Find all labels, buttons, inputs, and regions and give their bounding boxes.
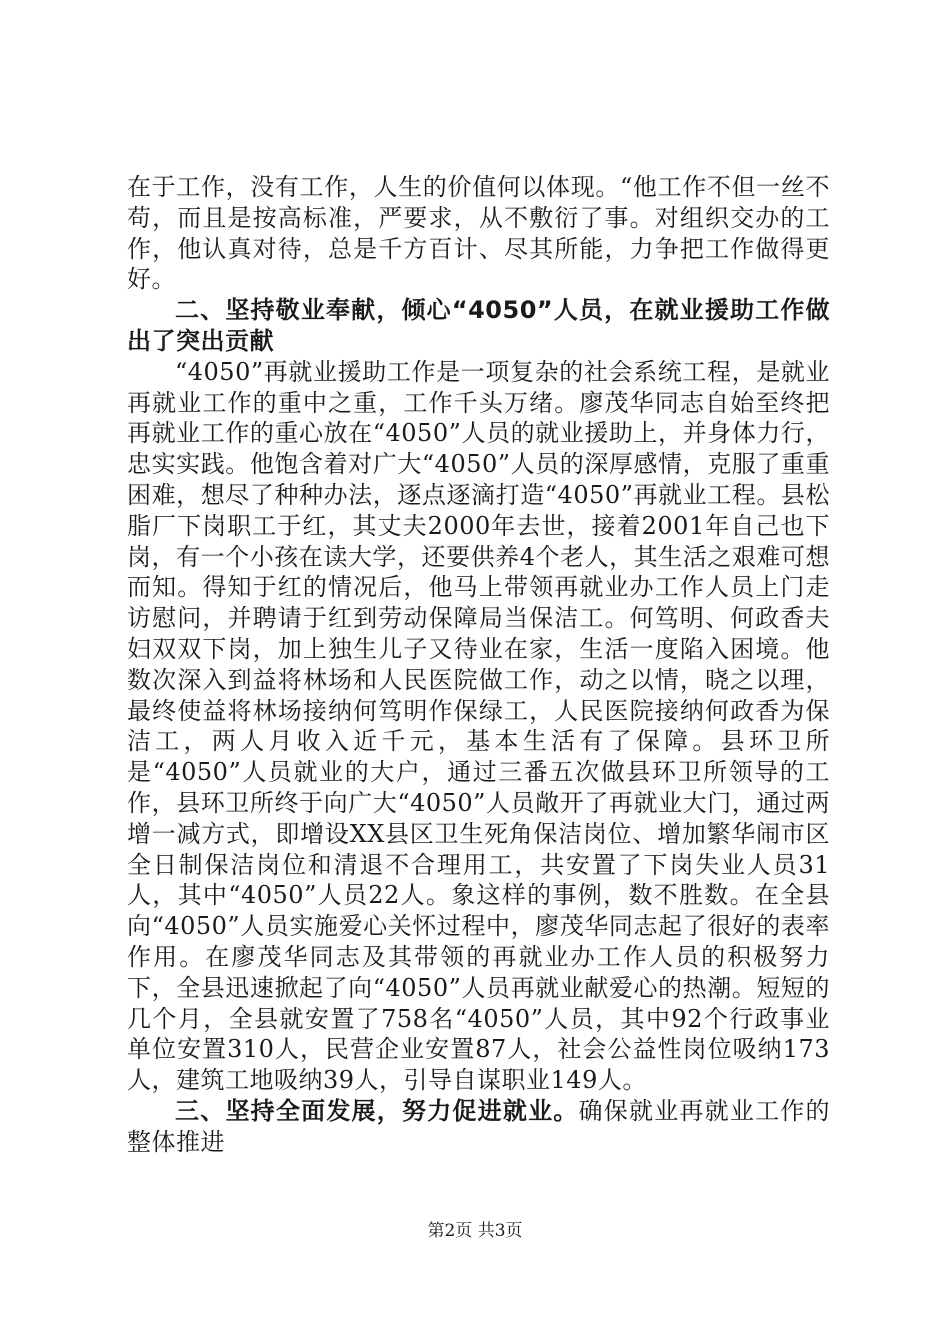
- paragraph-section-3: [127, 1096, 830, 1158]
- paragraph-section-2: “4050”再就业援助工作是一项复杂的社会系统工程，是就业再就业工作的重中之重，工作千头万绪。廖茂华同志自始至终把再就业工作的重心放在“4050”人员的就业援助上，并身体力行，忠实实践。他饱含着对广大“4050”人员的深厚感情，克服了重重困难，想尽了种种办法，逐点逐滴打造“4050”再就业工程。县松脂厂下岗职工于红，其丈夫2000年去世，接着2001年自己也下岗，有一个小孩在读大学，还要供养4个老人，其生活之艰难可想而知。得知于红的情况后，他马上带领再就业办工作人员上门走访慰问，并聘请于红到劳动保障局当保洁工。何笃明、何政香夫妇双双下岗，加上独生儿子又待业在家，生活一度陷入困境。他数次深入到益将林场和人民医院做工作，动之以情，晓之以理，最终使益将林场接纳何笃明作保绿工，人民医院接纳何政香为保洁工，两人月收入近千元，基本生活有了保障。县环卫所是“4050”人员就业的大户，通过三番五次做县环卫所领导的工作，县环卫所终于向广大“4050”人员敞开了再就业大门，通过两增一减方式，即增设XX县区卫生死角保洁岗位、增加繁华闹市区全日制保洁岗位和清退不合理用工，共安置了下岗失业人员31人，其中“4050”人员22人。象这样的事例，数不胜数。在全县向“4050”人员实施爱心关怀过程中，廖茂华同志起了很好的表率作用。在廖茂华同志及其带领的再就业办工作人员的积极努力下，全县迅速掀起了向“4050”人员再就业献爱心的热潮。短短的几个月，全县就安置了758名“4050”人员，其中92个行政事业单位安置310人，民营企业安置87人，社会公益性岗位吸纳173人，建筑工地吸纳39人，引导自谋职业149人。: [127, 357, 830, 1095]
- section-3-text: 确保就业再就业工作的整体推进: [127, 1096, 831, 1156]
- document-body: [127, 172, 830, 1158]
- section-heading-3: 三、坚持全面发展，努力促进就业。: [175, 1096, 579, 1125]
- page-footer: 第2页 共3页: [427, 1221, 523, 1241]
- paragraph-intro: 在于工作，没有工作，人生的价值何以体现。“他工作不但一丝不苟，而且是按高标准，严要求，从不敷衍了事。对组织交办的工作，他认真对待，总是千方百计、尽其所能，力争把工作做得更好。: [127, 173, 830, 294]
- section-heading-2: 二、坚持敬业奉献，倾心“4050”人员，在就业援助工作做出了突出贡献: [127, 296, 830, 355]
